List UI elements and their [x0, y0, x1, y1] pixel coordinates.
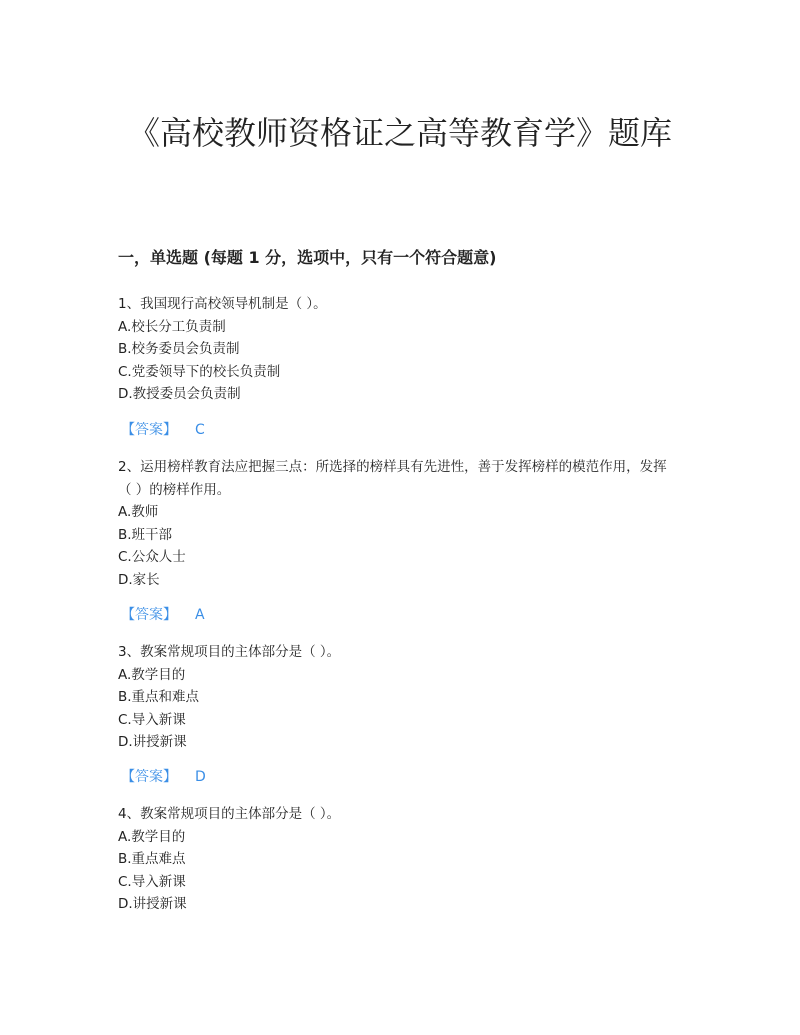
option-b: B.班干部 [118, 526, 173, 543]
answer-3 [121, 767, 206, 787]
option-c: C.公众人士 [118, 549, 186, 565]
answer-1 [121, 420, 205, 440]
answer-label: 【答案】 [121, 422, 177, 438]
option-a: A.教学目的 [118, 666, 186, 683]
answer-label: 【答案】 [121, 607, 177, 623]
question-text: 1、我国现行高校领导机制是（ ）。 [118, 296, 327, 312]
option-d: D.讲授新课 [118, 896, 187, 912]
option-b: B.校务委员会负责制 [118, 341, 240, 357]
option-d: D.讲授新课 [118, 734, 187, 750]
option-c: C.党委领导下的校长负责制 [118, 363, 281, 380]
question-text: 4、教案常规项目的主体部分是（ ）。 [118, 806, 341, 822]
answer-value: A [195, 607, 205, 623]
option-d: D.教授委员会负责制 [118, 386, 241, 402]
document-title: 《高校教师资格证之高等教育学》题库 [127, 114, 672, 152]
option-c: C.导入新课 [118, 873, 186, 890]
question-text: 2、运用榜样教育法应把握三点：所选择的榜样具有先进性，善于发挥榜样的模范作用，发挥（ ）的榜样作用。 [118, 459, 667, 498]
section-heading: 一，单选题 (每题 1 分，选项中，只有一个符合题意) [118, 248, 497, 267]
question-text: 3、教案常规项目的主体部分是（ ）。 [118, 644, 341, 660]
option-a: A.校长分工负责制 [118, 318, 226, 335]
option-a: A.教学目的 [118, 828, 186, 845]
answer-2 [121, 605, 205, 625]
option-c: C.导入新课 [118, 711, 186, 728]
option-b: B.重点难点 [118, 851, 186, 867]
option-a: A.教师 [118, 504, 159, 520]
answer-label: 【答案】 [121, 769, 177, 785]
question-3 [118, 641, 678, 754]
question-4 [118, 803, 678, 916]
question-1 [118, 293, 678, 406]
answer-value: D [195, 769, 206, 785]
question-2 [118, 456, 678, 591]
option-b: B.重点和难点 [118, 689, 200, 705]
option-d: D.家长 [118, 571, 160, 588]
answer-value: C [195, 422, 205, 438]
